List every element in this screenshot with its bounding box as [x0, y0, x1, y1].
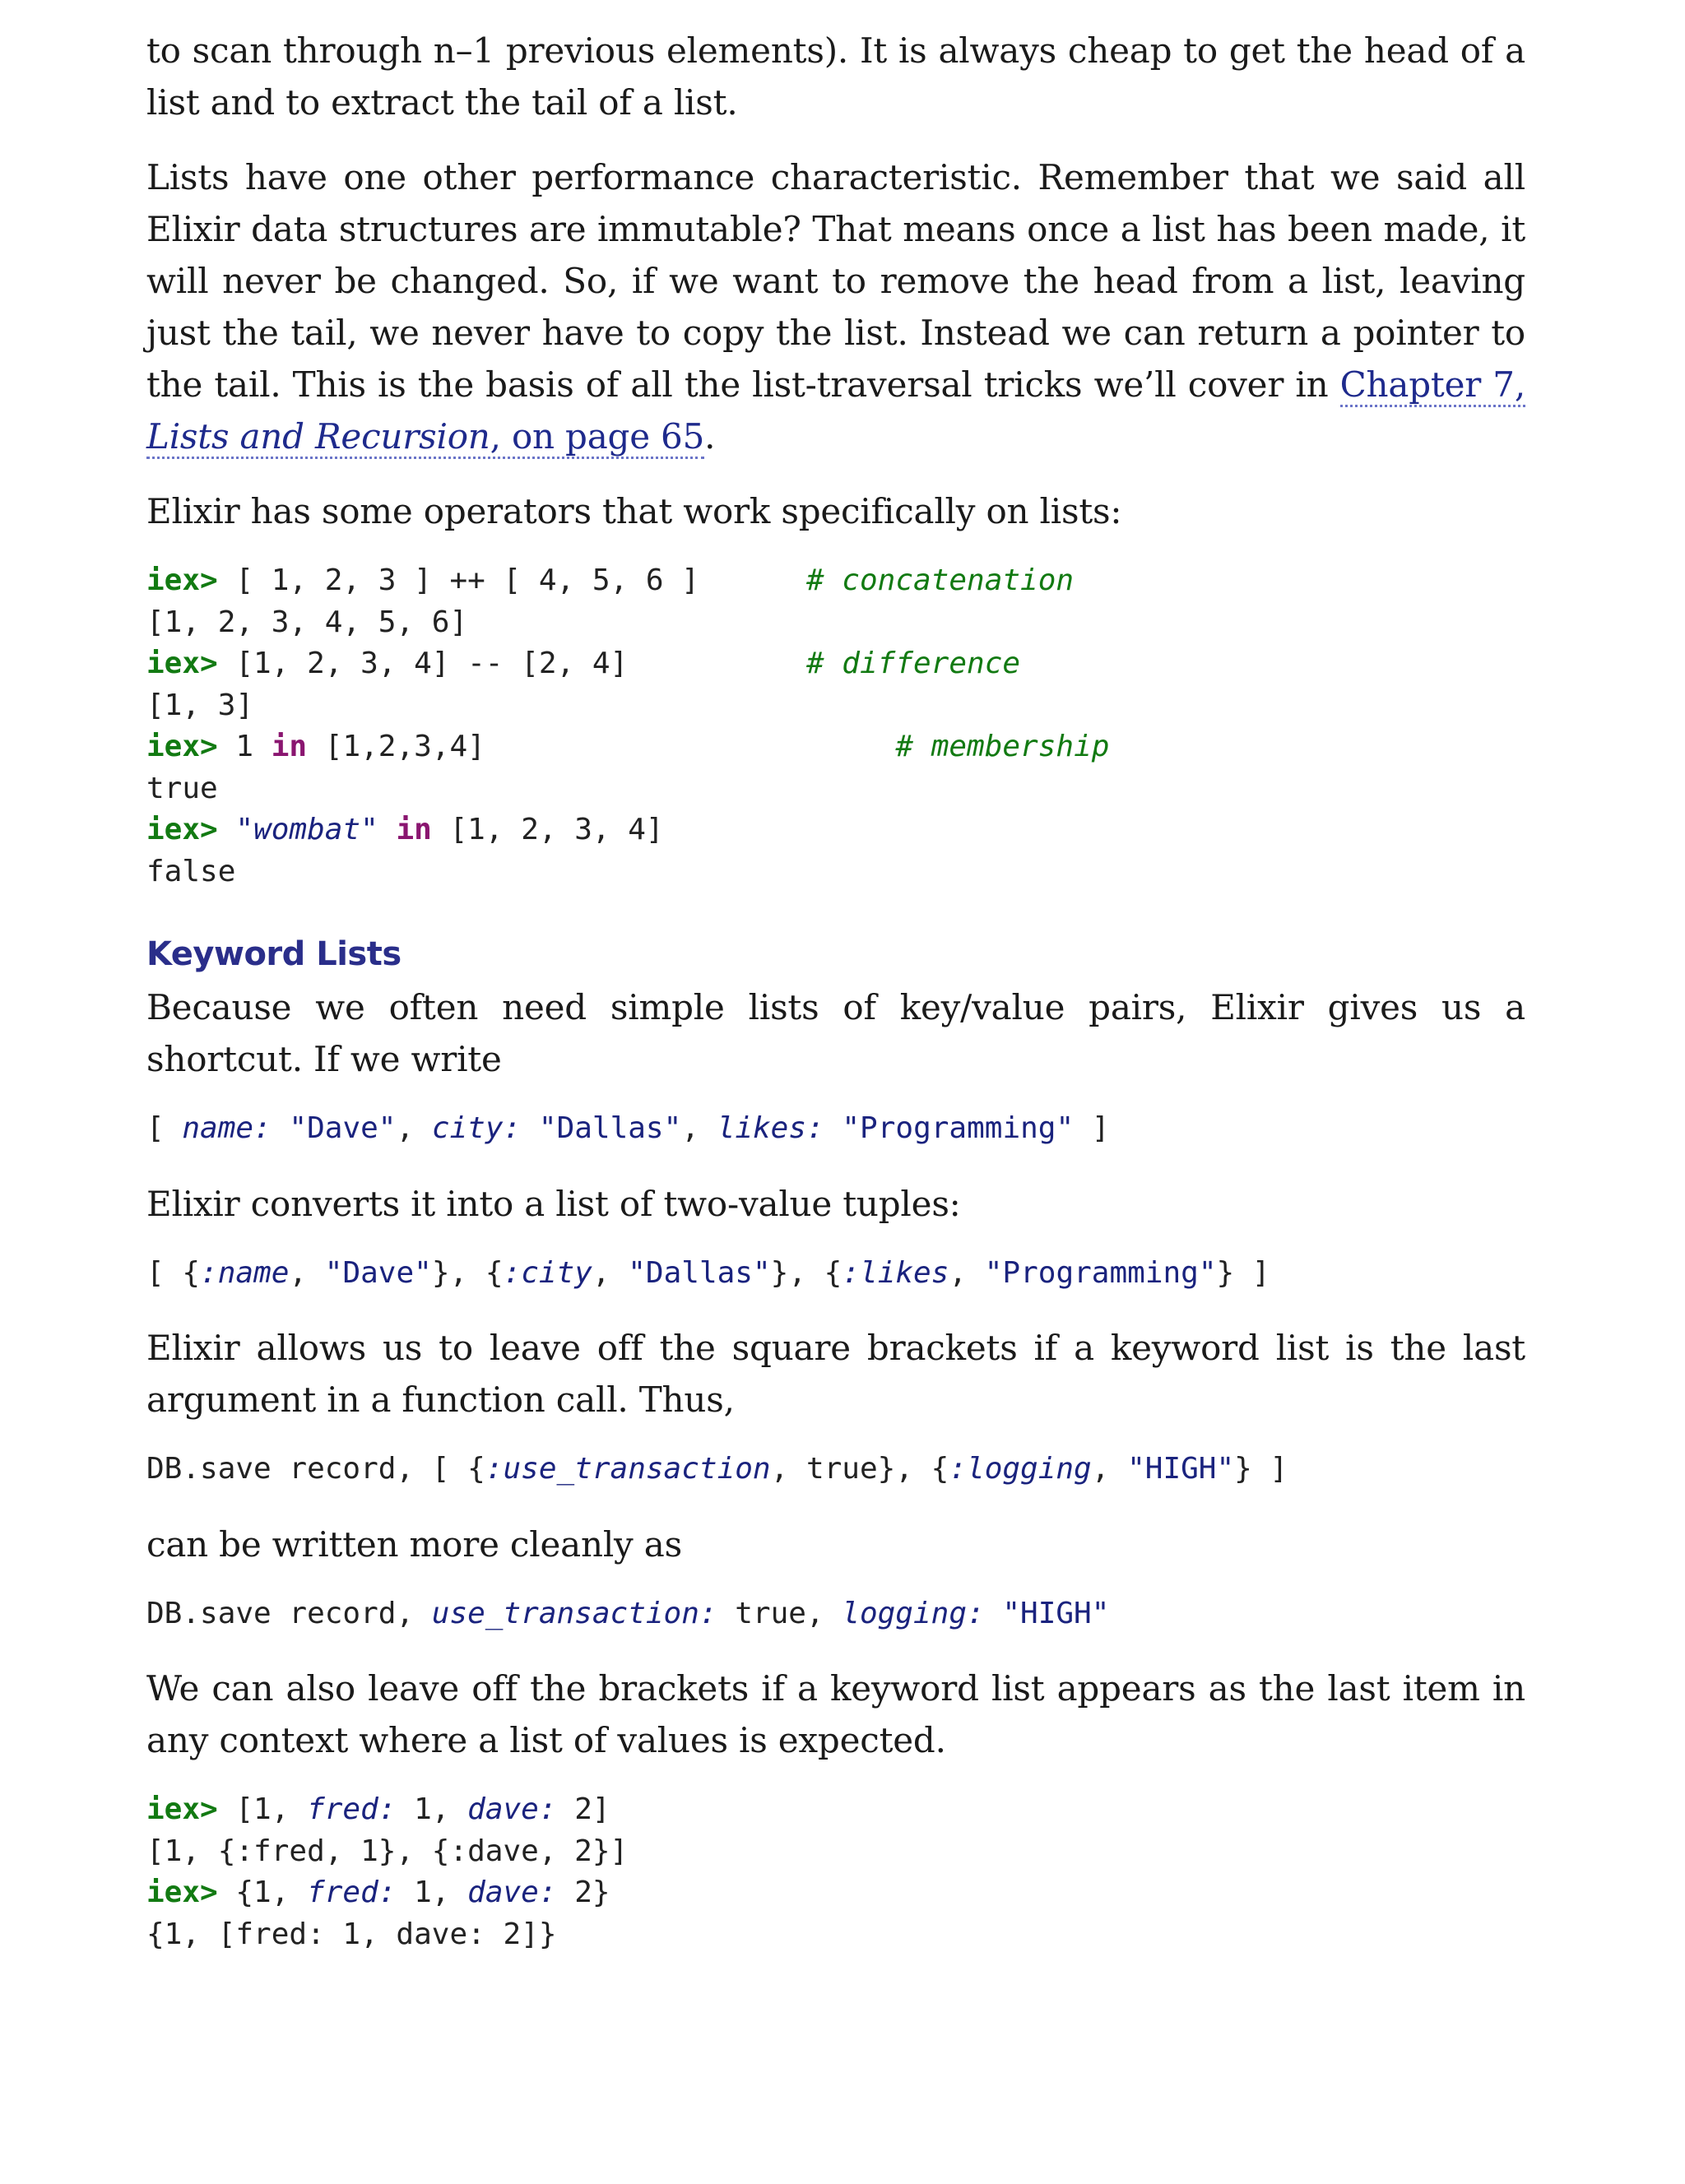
- code-bracket: [: [146, 1111, 183, 1145]
- code-result: [1, 3]: [146, 688, 254, 722]
- link-chapter-label: Chapter 7,: [1339, 364, 1525, 405]
- code-string-dallas: "Dallas": [538, 1111, 682, 1145]
- code-key-name: name:: [182, 1111, 272, 1145]
- code-keyword-in: in: [271, 730, 308, 763]
- code-expression: 2]: [556, 1792, 610, 1826]
- iex-prompt: iex>: [146, 1792, 218, 1826]
- paragraph-immutability-text: Lists have one other performance characteristic. Remember that we said all Elixir data structures are immutable? That means once a list has been made, it will never be changed. So, if we want to remove the head from a list, leaving just the tail, we never have to copy the list. Instead we can return a pointer to the tail. This is the basis of all the list-traversal tricks we’ll cover in: [146, 157, 1525, 405]
- code-atom-use-transaction: :use_transaction: [485, 1452, 771, 1486]
- code-call: true,: [717, 1596, 842, 1630]
- paragraph-keyword-shortcut: Because we often need simple lists of key/value pairs, Elixir gives us a shortcut. If we write: [146, 987, 1525, 1079]
- code-block-tuple-list: [ {:name, "Dave"}, {:city, "Dallas"}, {:likes, "Programming"} ]: [146, 1255, 1270, 1290]
- document-page: [146, 25, 1525, 1983]
- code-atom-logging: :logging: [949, 1452, 1092, 1486]
- code-comment-membership: # membership: [895, 730, 1110, 763]
- code-expression: [ 1, 2, 3 ] ++ [ 4, 5, 6 ]: [217, 563, 806, 597]
- iex-prompt: iex>: [146, 1876, 218, 1909]
- code-expression: [1, 2, 3, 4]: [431, 813, 664, 846]
- paragraph-list-access-cost: to scan through n–1 previous elements). It is always cheap to get the head of a list and to extract the tail of a list.: [146, 30, 1525, 123]
- code-separator: ,: [1091, 1452, 1128, 1486]
- code-bracket: ]: [1074, 1111, 1110, 1145]
- code-block-db-save-clean: [146, 1593, 1525, 1635]
- code-keyword-in: in: [396, 813, 432, 846]
- code-expression: 1,: [396, 1792, 468, 1826]
- iex-prompt: iex>: [146, 563, 218, 597]
- code-result: [1, 2, 3, 4, 5, 6]: [146, 605, 468, 639]
- code-comment-concatenation: # concatenation: [805, 563, 1075, 597]
- code-string-programming: "Programming": [984, 1255, 1217, 1290]
- link-chapter-title: Lists and Recursion: [146, 416, 490, 457]
- paragraph-last-item: We can also leave off the brackets if a keyword list appears as the last item in any context where a list of values is expected.: [146, 1668, 1525, 1760]
- code-key-use-transaction: use_transaction:: [431, 1596, 717, 1630]
- code-result: {1, [fred: 1, dave: 2]}: [146, 1917, 557, 1951]
- code-block-list-operators: [146, 560, 1525, 893]
- iex-prompt: iex>: [146, 730, 218, 763]
- iex-prompt: iex>: [146, 813, 218, 846]
- code-comment-difference: # difference: [805, 647, 1021, 680]
- code-result: [1, {:fred, 1}, {:dave, 2}]: [146, 1834, 629, 1868]
- code-call: } ]: [1234, 1452, 1288, 1486]
- code-call: DB.save record, [ {: [146, 1452, 485, 1486]
- code-expression: [1, 2, 3, 4] -- [2, 4]: [217, 647, 806, 680]
- code-expression: {1,: [217, 1876, 308, 1909]
- code-string-high: "HIGH": [1002, 1596, 1110, 1630]
- code-string-dave: "Dave": [324, 1255, 432, 1290]
- code-atom-name: :name: [200, 1255, 290, 1290]
- code-key-likes: likes:: [717, 1111, 824, 1145]
- code-expression: 1: [217, 730, 272, 763]
- code-string-programming: "Programming": [842, 1111, 1075, 1145]
- code-block-keyword-list: [ name: "Dave", city: "Dallas", likes: "Programming" ]: [146, 1111, 1110, 1145]
- code-expression: [1,: [217, 1792, 308, 1826]
- paragraph-bracket-omission: Elixir allows us to leave off the square brackets if a keyword list is the last argument in a function call. Thus,: [146, 1328, 1525, 1420]
- code-block-db-save-explicit: [146, 1449, 1525, 1491]
- code-expression: 1,: [396, 1876, 468, 1909]
- section-heading-keyword-lists: Keyword Lists: [146, 935, 402, 973]
- code-result: false: [146, 854, 236, 888]
- code-key-logging: logging:: [842, 1596, 985, 1630]
- code-key-fred: fred:: [307, 1876, 397, 1909]
- code-block-keyword-in-collections: [146, 1789, 1525, 1955]
- paragraph-tuple-conversion: Elixir converts it into a list of two-value tuples:: [146, 1183, 961, 1224]
- code-key-city: city:: [431, 1111, 522, 1145]
- paragraph-immutability: [146, 151, 1525, 462]
- paragraph-list-operators: Elixir has some operators that work specifically on lists:: [146, 491, 1122, 531]
- code-call: DB.save record,: [146, 1596, 432, 1630]
- code-expression: [1,2,3,4]: [307, 730, 896, 763]
- code-string-wombat: "wombat": [235, 813, 378, 846]
- code-expression: 2}: [556, 1876, 610, 1909]
- code-atom-likes: :likes: [842, 1255, 949, 1290]
- code-key-dave: dave:: [467, 1792, 557, 1826]
- code-string-dallas: "Dallas": [628, 1255, 771, 1290]
- paragraph-cleaner-form: can be written more cleanly as: [146, 1523, 682, 1565]
- paragraph-immutability-end: .: [704, 416, 716, 457]
- code-call: , true}, {: [770, 1452, 949, 1486]
- code-key-dave: dave:: [467, 1876, 557, 1909]
- iex-prompt: iex>: [146, 647, 218, 680]
- code-key-fred: fred:: [307, 1792, 397, 1826]
- link-page-label: , on page 65: [490, 416, 705, 457]
- code-string-high: "HIGH": [1127, 1452, 1235, 1486]
- code-result: true: [146, 771, 218, 805]
- code-string-dave: "Dave": [289, 1111, 397, 1145]
- code-atom-city: :city: [503, 1255, 592, 1290]
